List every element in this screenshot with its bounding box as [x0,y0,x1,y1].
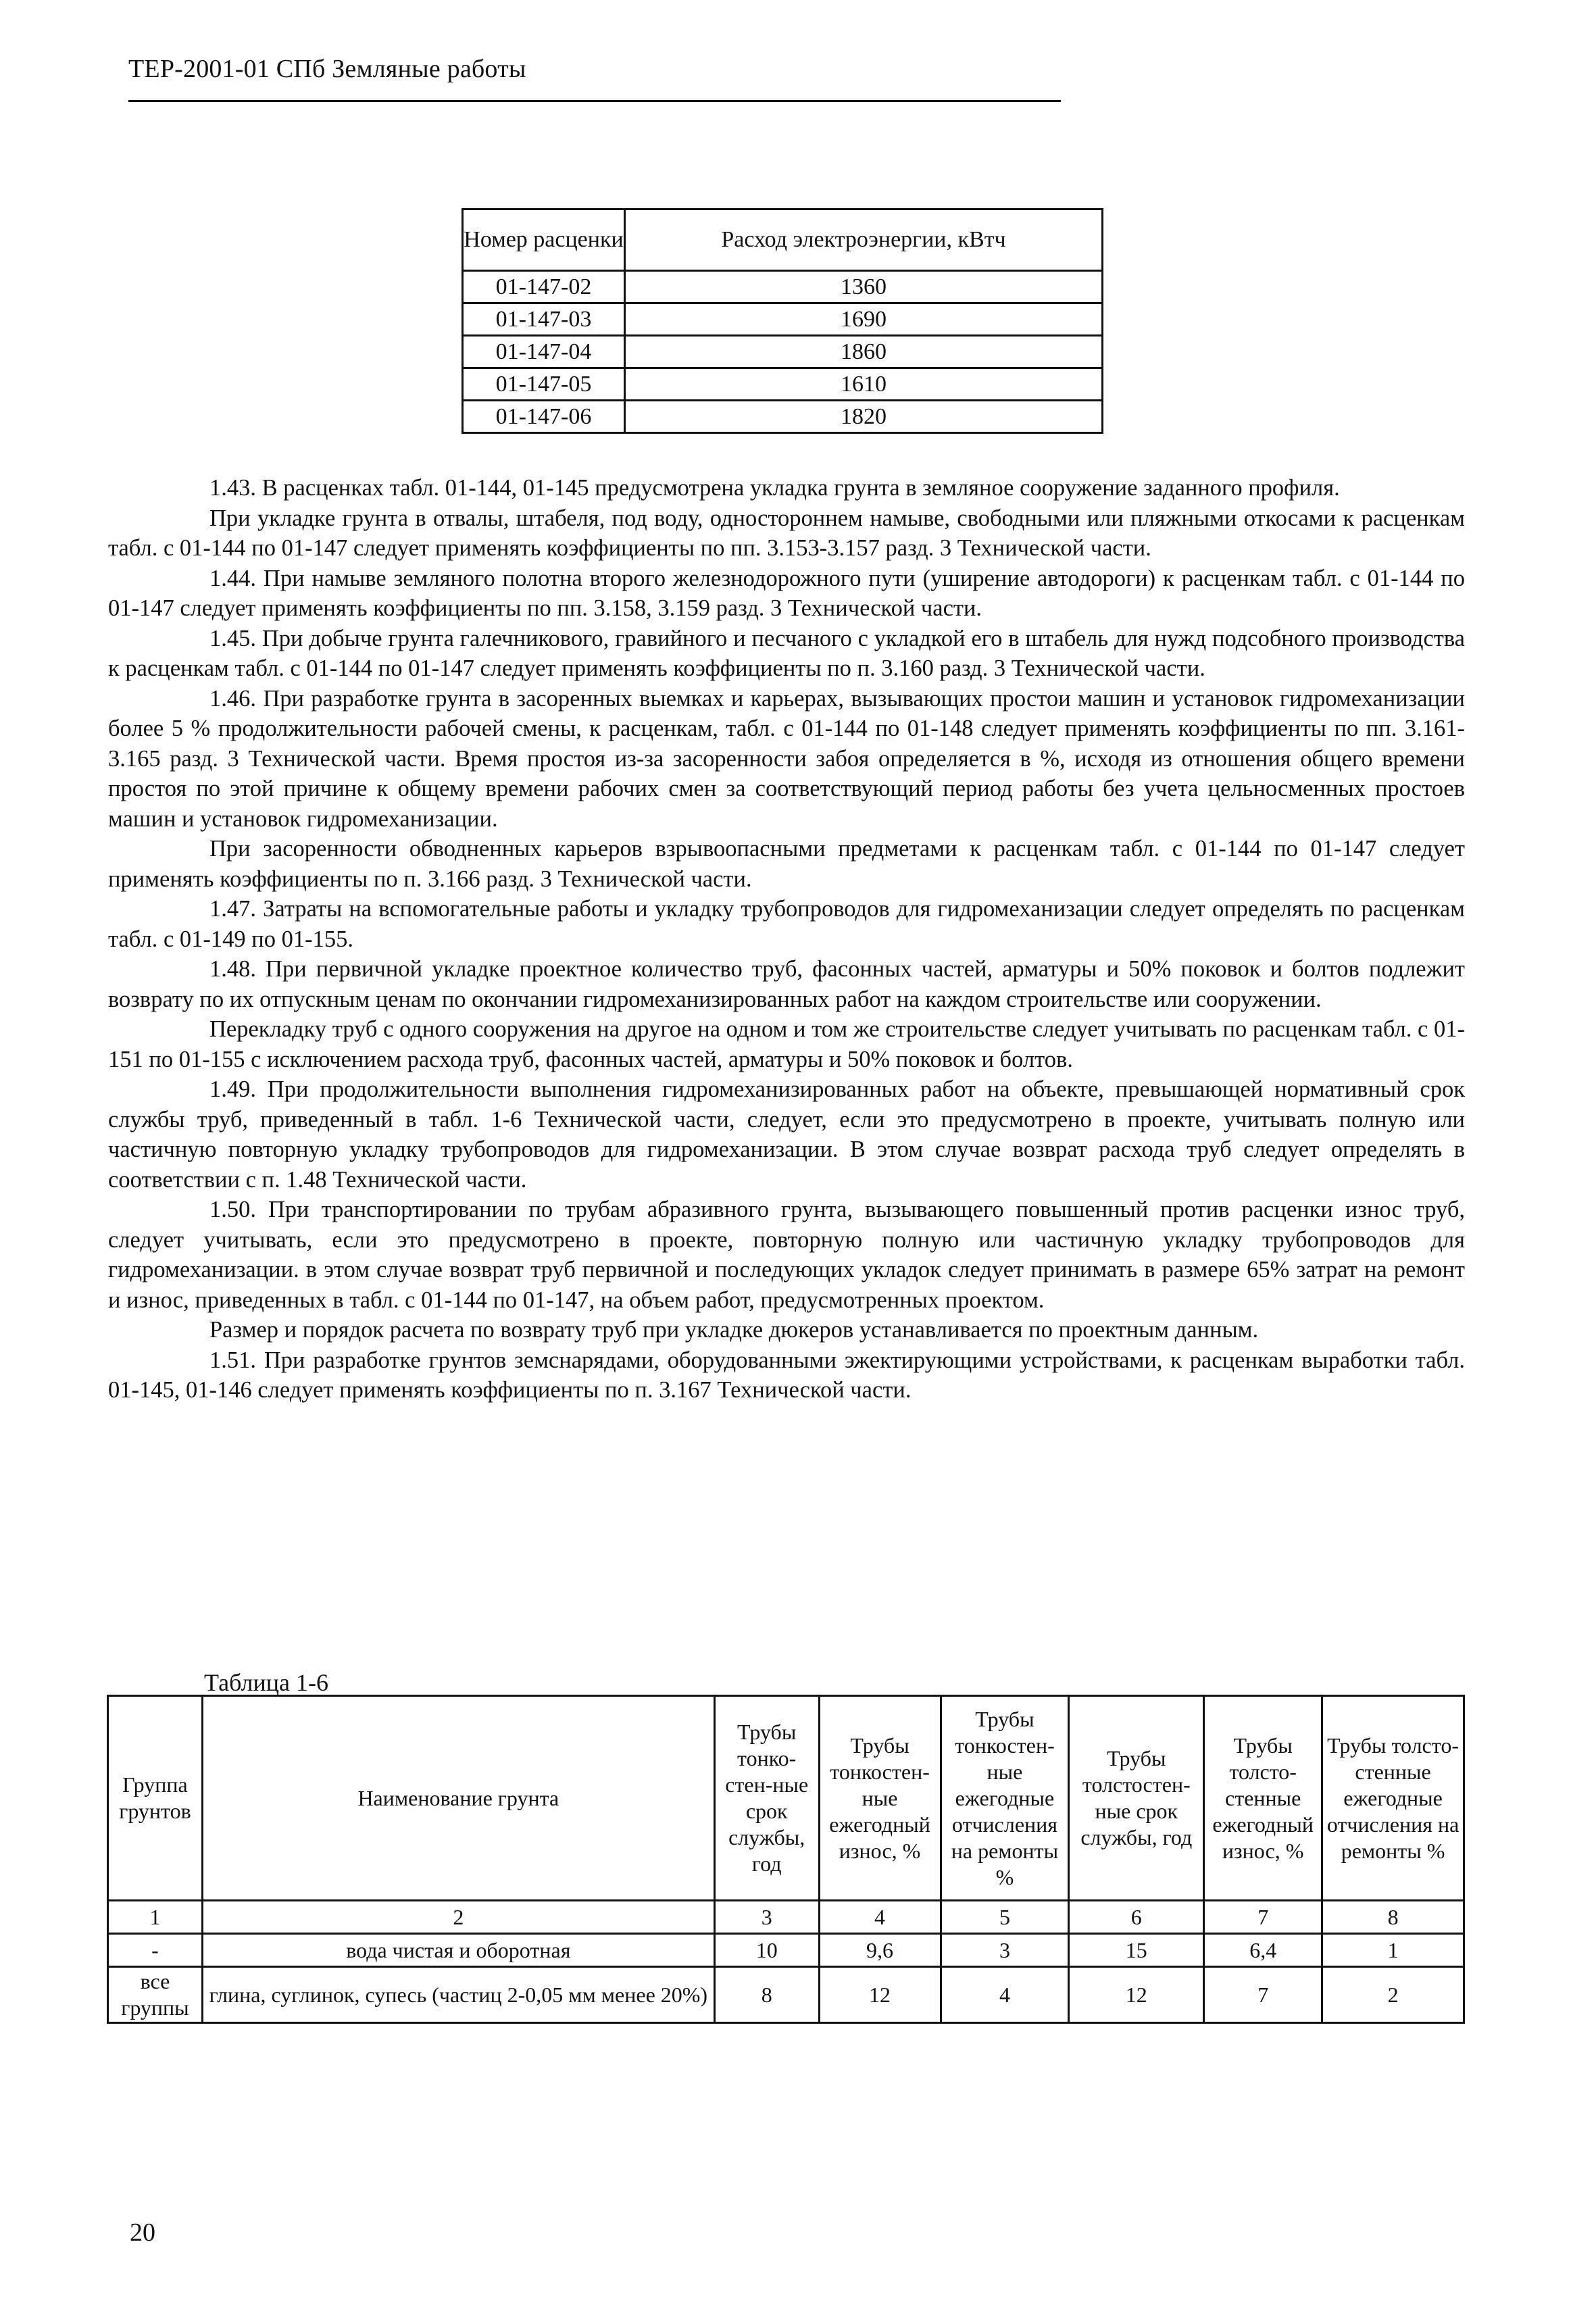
column-header: Группа грунтов [108,1696,203,1901]
table-row [463,368,1103,401]
table-cell: 15 [1069,1934,1204,1967]
paragraph: Перекладку труб с одного сооружения на другое на одном и том же строительстве следует учитывать по расценкам табл. с 01-151 по 01-155 с исключением расхода труб, фасонных частей, арматуры и 50% поковок и болтов. [108,1016,1465,1072]
table-cell: 1860 [625,336,1103,368]
header-divider [128,100,1061,102]
paragraph: Размер и порядок расчета по возврату труб при укладке дюкеров устанавливается по проектным данным. [209,1317,1259,1343]
table-cell: 6,4 [1204,1934,1322,1967]
table-cell: 4 [819,1901,941,1934]
table-cell: 1690 [625,303,1103,336]
table-cell: 1360 [625,271,1103,303]
paragraph: 1.45. При добыче грунта галечникового, гравийного и песчаного с укладкой его в штабель для нужд подсобного производства к расценкам табл. с 01-144 по 01-147 следует применять коэффициенты по п. 3.160 разд. 3 Технической части. [108,625,1465,681]
column-header: Расход электроэнергии, кВтч [625,209,1103,271]
table-caption: Таблица 1-6 [204,1669,328,1696]
paragraph: 1.47. Затраты на вспомогательные работы и укладку трубопроводов для гидромеханизации следует определять по расценкам табл. с 01-149 по 01-155. [108,896,1465,952]
column-header: Трубы толсто-стенные ежегодные отчисления на ремонты % [1322,1696,1464,1901]
table-cell: 01-147-05 [463,368,625,401]
table-cell: 01-147-02 [463,271,625,303]
table-row [463,303,1103,336]
table-cell: - [108,1934,203,1967]
table-cell: 1 [108,1901,203,1934]
column-header: Трубы тонко-стен-ные срок службы, год [714,1696,819,1901]
body-text [108,473,1465,1405]
column-header: Трубы тонкостен-ные ежегодный износ, % [819,1696,941,1901]
page-number: 20 [130,2218,155,2247]
table-cell: все группы [108,1967,203,2023]
column-header: Номер расценки [463,209,625,271]
column-header: Трубы толсто-стенные ежегодный износ, % [1204,1696,1322,1901]
table-cell: 5 [941,1901,1069,1934]
table-cell: 3 [941,1934,1069,1967]
table-cell: 01-147-03 [463,303,625,336]
table-cell: 1610 [625,368,1103,401]
table-cell: 01-147-06 [463,401,625,433]
table-row [108,1934,1464,1967]
paragraph: 1.48. При первичной укладке проектное количество труб, фасонных частей, арматуры и 50% поковок и болтов подлежит возврату по их отпускным ценам по окончании гидромеханизированных работ на каждом строительстве или сооружении. [108,956,1465,1012]
table-cell: 9,6 [819,1934,941,1967]
table-row [463,401,1103,433]
paragraph: 1.51. При разработке грунтов земснарядами, оборудованными эжектирующими устройствами, к расценкам выработки табл. 01-145, 01-146 следует применять коэффициенты по п. 3.167 Технической части. [108,1347,1465,1403]
table-cell: 3 [714,1901,819,1934]
paragraph: 1.50. При транспортировании по трубам абразивного грунта, вызывающего повышенный против расценки износ труб, следует учитывать, если это предусмотрено в проекте, повторную полную или частичную укладку трубопроводов для гидромеханизации. в этом случае возврат труб первичной и последующих укладок следует принимать в размере 65% затрат на ремонт и износ, приведенных в табл. с 01-144 по 01-147, на объем работ, предусмотренных проектом. [108,1197,1465,1313]
paragraph: 1.46. При разработке грунта в засоренных выемках и карьерах, вызывающих простои машин и установок гидромеханизации более 5 % продолжительности рабочей смены, к расценкам, табл. с 01-144 по 01-148 следует применять коэффициенты по пп. 3.161-3.165 разд. 3 Технической части. Время простоя из-за засоренности забоя определяется в %, исходя из отношения общего времени простоя по этой причине к общему времени рабочих смен за соответствующий период работы без учета цельносменных простоев машин и установок гидромеханизации. [108,685,1465,832]
table-cell: вода чистая и оборотная [202,1934,714,1967]
column-header: Наименование грунта [202,1696,714,1901]
table-cell: 10 [714,1934,819,1967]
column-header: Трубы толстостен-ные срок службы, год [1069,1696,1204,1901]
table-cell: глина, суглинок, супесь (частиц 2-0,05 мм менее 20%) [202,1967,714,2023]
table-cell: 12 [1069,1967,1204,2023]
table-cell: 12 [819,1967,941,2023]
table-cell: 8 [1322,1901,1464,1934]
table-cell: 6 [1069,1901,1204,1934]
table-cell: 7 [1204,1967,1322,2023]
table-row [463,336,1103,368]
paragraph: 1.44. При намыве земляного полотна второго железнодорожного пути (уширение автодороги) к расценкам табл. с 01-144 по 01-147 следует применять коэффициенты по пп. 3.158, 3.159 разд. 3 Технической части. [108,565,1465,621]
table-cell: 8 [714,1967,819,2023]
page-header [128,53,1061,85]
table-cell: 1 [1322,1934,1464,1967]
paragraph: При засоренности обводненных карьеров взрывоопасными предметами к расценкам табл. с 01-144 по 01-147 следует применять коэффициенты по п. 3.166 разд. 3 Технической части. [108,836,1465,892]
table-cell: 2 [202,1901,714,1934]
table-cell: 1820 [625,401,1103,433]
paragraph: 1.49. При продолжительности выполнения гидромеханизированных работ на объекте, превышающей нормативный срок службы труб, приведенный в табл. 1-6 Технической части, следует, если это предусмотрено в проекте, учитывать полную или частичную повторную укладку трубопроводов для гидромеханизации. В этом случае возврат расхода труб следует определять в соответствии с п. 1.48 Технической части. [108,1076,1465,1193]
column-numbering-row [108,1901,1464,1934]
table-cell: 4 [941,1967,1069,2023]
pipe-wear-table [107,1695,1465,2024]
page-header-title: ТЕР-2001-01 СПб Земляные работы [128,55,526,83]
table-cell: 2 [1322,1967,1464,2023]
paragraph: При укладке грунта в отвалы, штабеля, под воду, одностороннем намыве, свободными или пляжными откосами к расценкам табл. с 01-144 по 01-147 следует применять коэффициенты по пп. 3.153-3.157 разд. 3 Технической части. [108,505,1465,561]
table-cell: 7 [1204,1901,1322,1934]
column-header: Трубы тонкостен-ные ежегодные отчисления на ремонты % [941,1696,1069,1901]
energy-consumption-table [462,208,1103,434]
table-cell: 01-147-04 [463,336,625,368]
table-row [463,271,1103,303]
table-row [108,1967,1464,2023]
table-header-row [108,1696,1464,1901]
paragraph: 1.43. В расценках табл. 01-144, 01-145 предусмотрена укладка грунта в земляное сооружение заданного профиля. [209,475,1340,501]
table-header-row [463,209,1103,271]
